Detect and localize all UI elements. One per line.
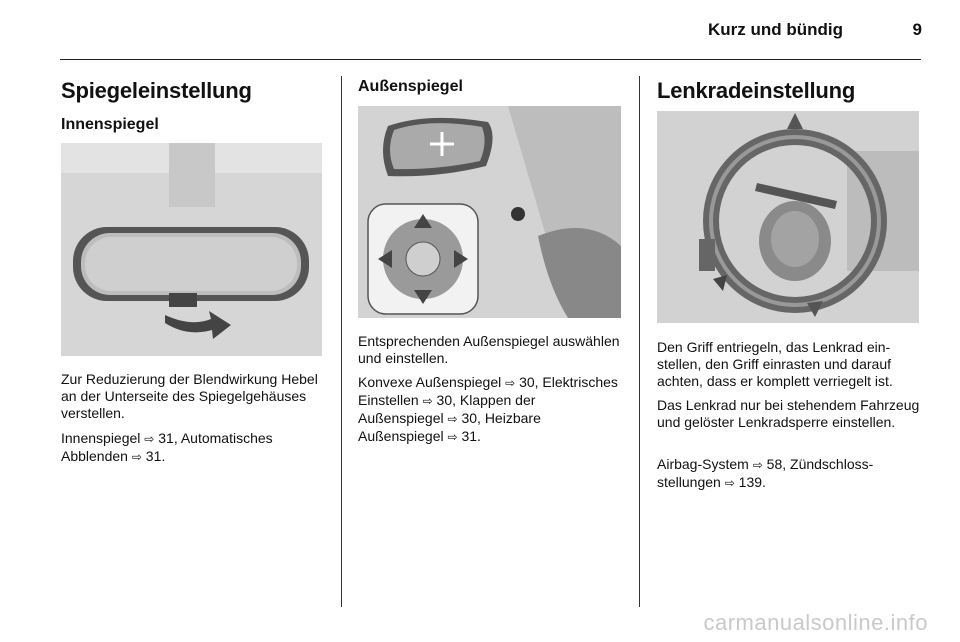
- page-ref-arrow-icon: ⇨: [131, 450, 142, 464]
- page-ref: 139.: [738, 474, 766, 490]
- paragraph-steering-2: Das Lenkrad nur bei stehendem Fahrzeug und gelöster Lenkradsperre einstellen.: [657, 397, 920, 430]
- page-ref: 30: [519, 374, 535, 390]
- page-ref: 31: [158, 430, 174, 446]
- page-ref-arrow-icon: ⇨: [447, 412, 458, 426]
- column-divider-1: [341, 76, 342, 607]
- paragraph-exterior-mirror-2: [358, 374, 620, 446]
- text-heated-mirrors: , Heizbare Außenspiegel: [358, 410, 541, 444]
- page-ref: 30: [436, 392, 453, 408]
- section-heading-steering-wheel: Lenkradeinstellung: [657, 78, 856, 103]
- page-ref-arrow-icon: ⇨: [422, 394, 433, 408]
- figure-interior-mirror: [61, 143, 322, 356]
- paragraph-steering-3: [657, 456, 921, 492]
- figure-exterior-mirror-control: [358, 106, 621, 318]
- page-ref-arrow-icon: ⇨: [724, 476, 735, 490]
- page-ref: 31.: [461, 428, 481, 444]
- subheading-interior-mirror: Innenspiegel: [61, 116, 159, 133]
- page-ref: 30: [461, 410, 478, 426]
- paragraph-steering-1: Den Griff entriegeln, das Lenkrad einstellen, den Griff einrasten und darauf achten, dass er komplett verriegelt ist.: [657, 339, 893, 389]
- section-heading-mirrors: Spiegeleinstellung: [61, 78, 252, 103]
- header-rule: [60, 59, 921, 60]
- page-ref: 31.: [145, 448, 166, 464]
- paragraph-interior-mirror-1: Zur Reduzierung der Blendwirkung Hebel an der Unterseite des Spiegelgehäuses verstellen.: [61, 371, 318, 421]
- page-ref: 58: [766, 456, 783, 472]
- running-header-title: Kurz und bündig: [707, 20, 843, 39]
- figure-steering-wheel-adjustment: [657, 111, 919, 323]
- page-ref-arrow-icon: ⇨: [752, 458, 763, 472]
- watermark: carmanualsonline.info: [703, 610, 928, 635]
- page-ref-arrow-icon: ⇨: [447, 430, 458, 444]
- page-number: 9: [912, 20, 922, 39]
- column-divider-2: [639, 76, 640, 607]
- text-airbag-system: Airbag-System: [657, 456, 749, 472]
- paragraph-interior-mirror-2: [61, 430, 323, 466]
- paragraph-exterior-mirror-1: Entsprechenden Außenspiegel auswählen und einstellen.: [358, 333, 620, 366]
- text-auto-dimming: , Automatisches Abblenden: [61, 430, 273, 464]
- text-electric-adjustment: , Elektrisches Einstellen: [358, 374, 618, 408]
- text-interior-mirror: Innenspiegel: [61, 430, 141, 446]
- text-folding-mirrors: , Klappen der Außenspiegel: [358, 392, 536, 426]
- text-convex-mirror: Konvexe Außenspiegel: [358, 374, 502, 390]
- text-ignition-positions: , Zündschlossstellungen: [657, 456, 874, 490]
- page-ref-arrow-icon: ⇨: [144, 432, 155, 446]
- subheading-exterior-mirrors: Außenspiegel: [358, 78, 463, 95]
- page-ref-arrow-icon: ⇨: [505, 376, 516, 390]
